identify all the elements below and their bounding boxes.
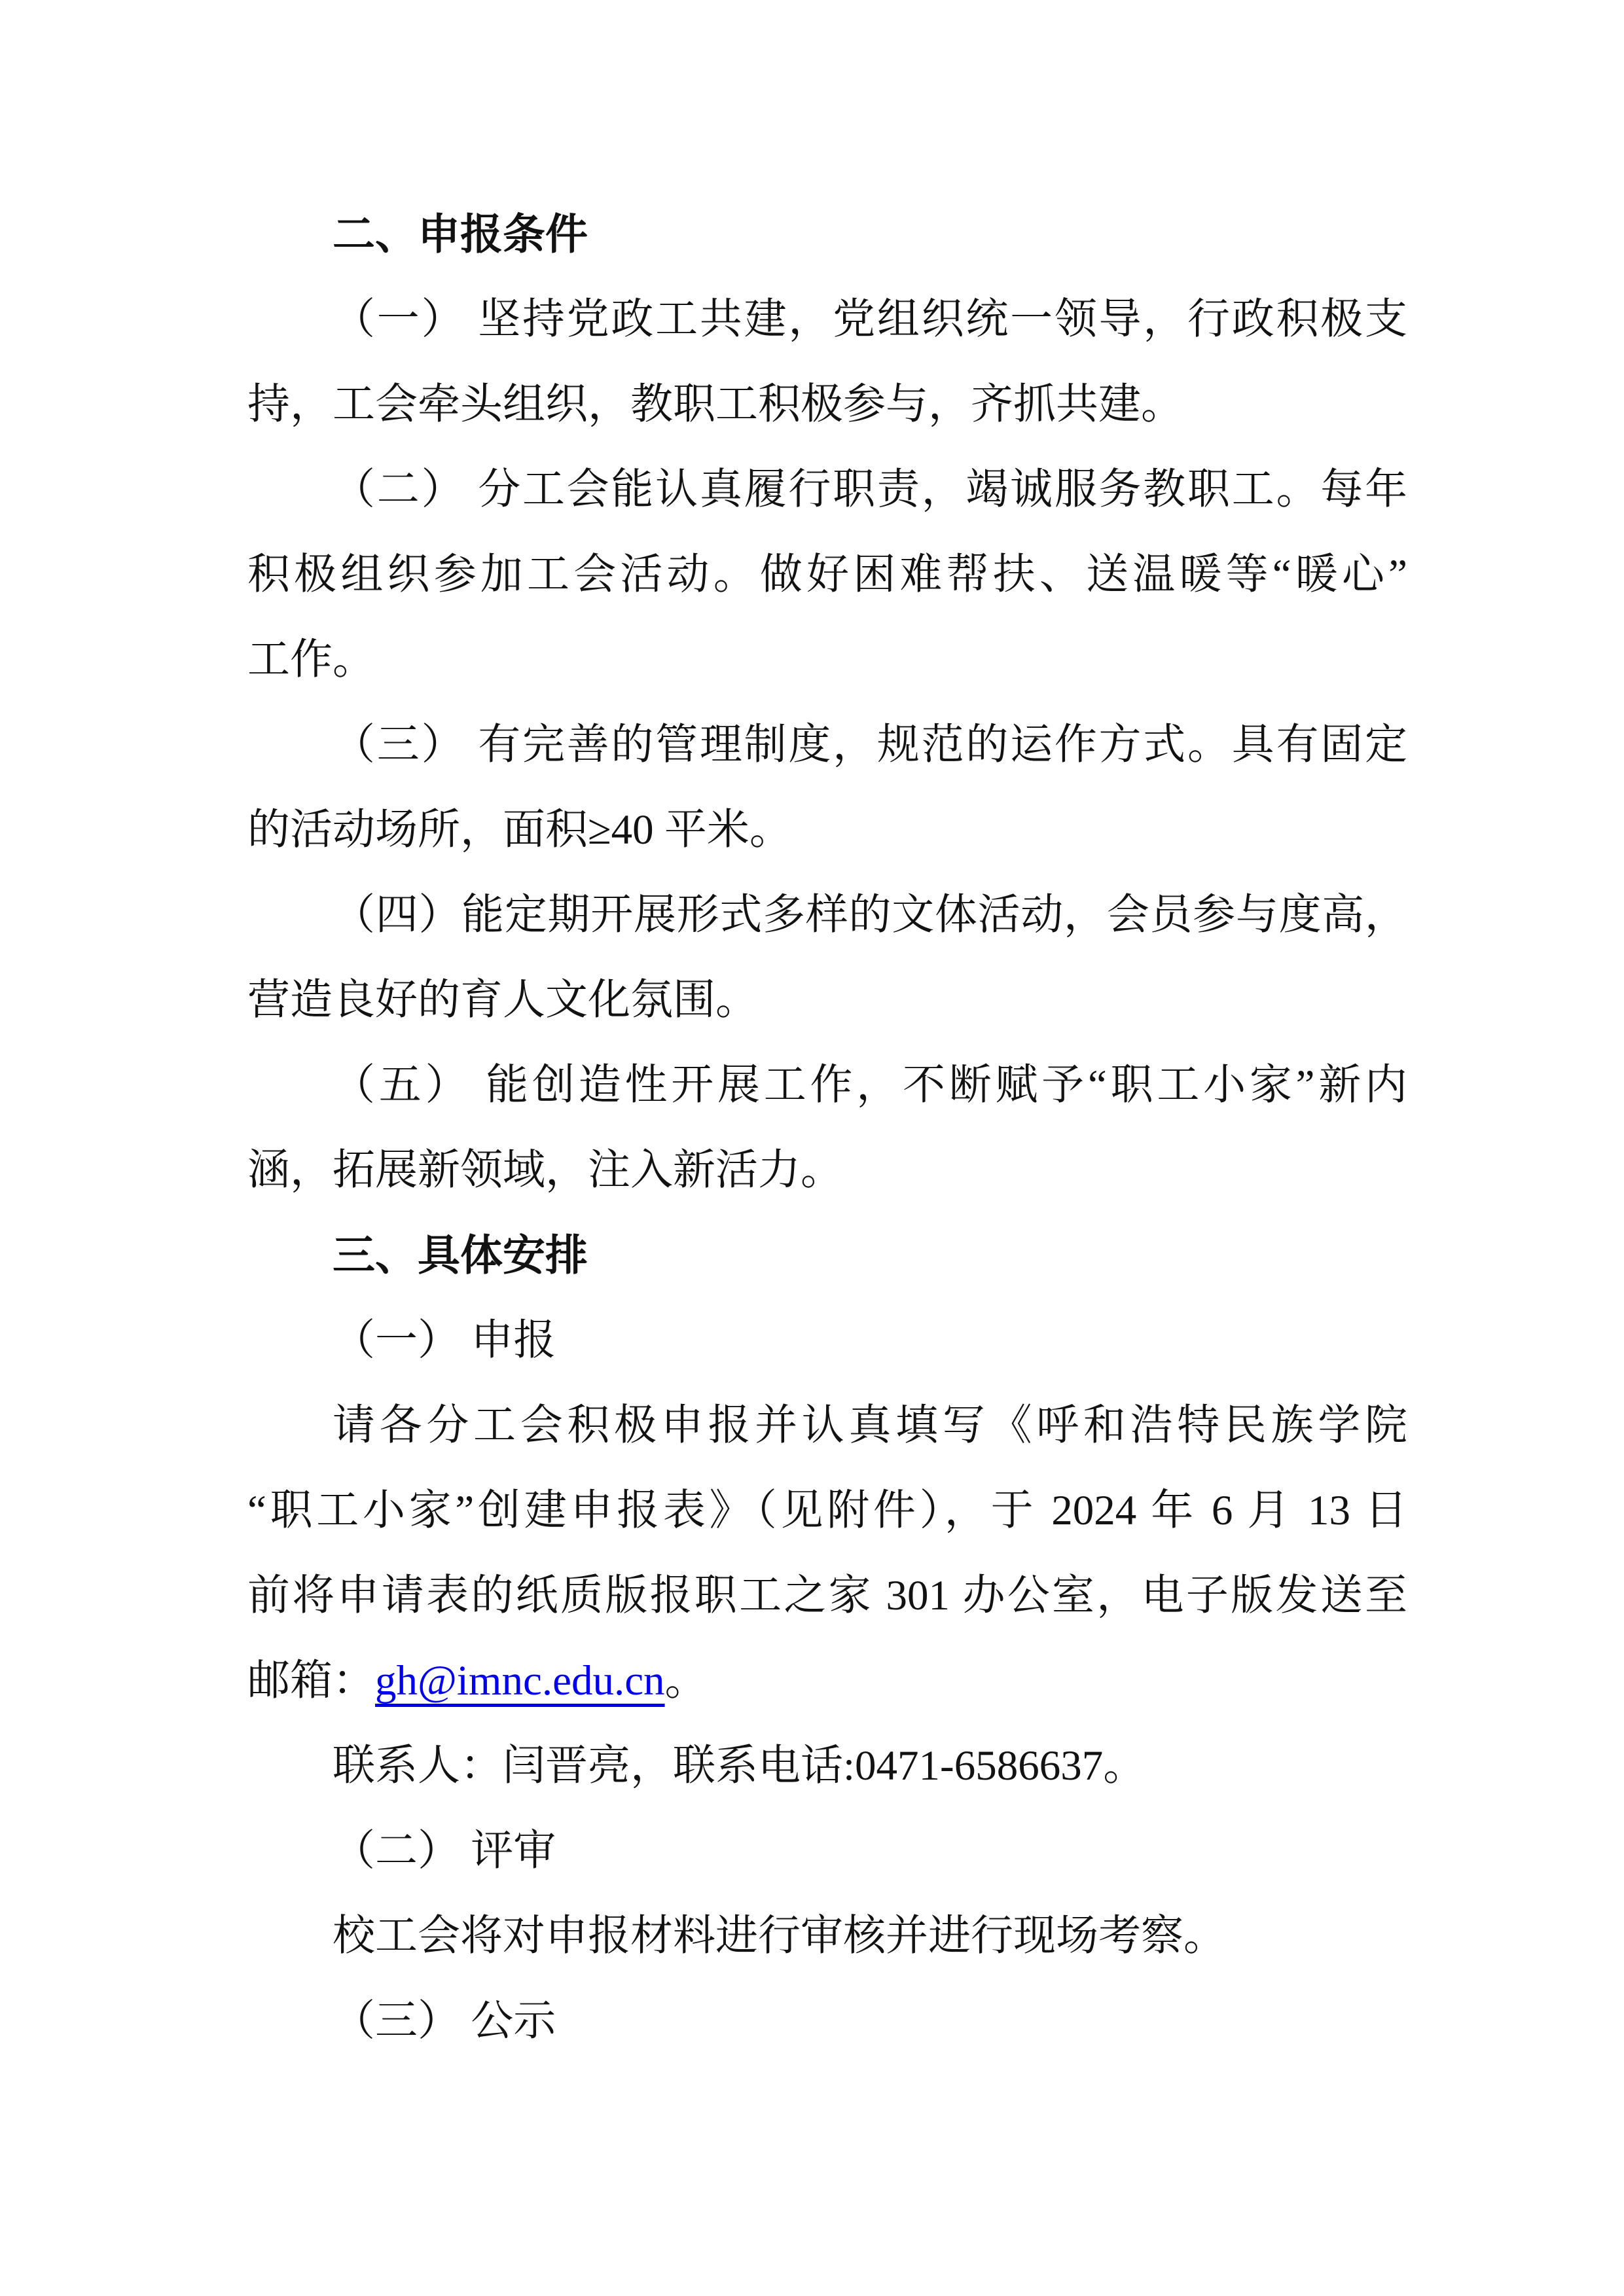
doc-line: 前将申请表的纸质版报职工之家 301 办公室，电子版发送至 (247, 1572, 1407, 1619)
doc-text: 邮箱： (247, 1657, 376, 1704)
doc-line: 涵，拓展新领域，注入新活力。 (247, 1147, 844, 1194)
doc-line: （二） 分工会能认真履行职责，竭诚服务教职工。每年 (333, 466, 1407, 513)
email-link[interactable]: gh@imnc.edu.cn (375, 1657, 665, 1704)
doc-text: 。 (664, 1657, 708, 1704)
document-body (247, 192, 1407, 2064)
doc-line: 的活动场所，面积≥40 平米。 (247, 806, 792, 853)
doc-line: 持，工会牵头组织，教职工积极参与，齐抓共建。 (247, 381, 1184, 428)
doc-line: （三） 有完善的管理制度，规范的运作方式。具有固定 (333, 721, 1407, 768)
doc-line: “职工小家”创建申报表》（见附件），于 2024 年 6 月 13 日 (247, 1487, 1407, 1534)
doc-line: 校工会将对申报材料进行审核并进行现场考察。 (333, 1912, 1227, 1960)
doc-line: （五） 能创造性开展工作，不断赋予“职工小家”新内 (333, 1062, 1407, 1109)
doc-line: 联系人：闫晋亮，联系电话:0471-6586637。 (333, 1742, 1146, 1789)
doc-line: 请各分工会积极申报并认真填写《呼和浩特民族学院 (333, 1402, 1407, 1449)
doc-line: 工作。 (247, 636, 376, 683)
doc-line: 营造良好的育人文化氛围。 (247, 977, 759, 1024)
doc-line: 积极组织参加工会活动。做好困难帮扶、送温暖等“暖心” (247, 551, 1407, 598)
section-heading: 二、申报条件 (333, 210, 588, 258)
doc-line: （四）能定期开展形式多样的文体活动，会员参与度高， (333, 891, 1407, 939)
section-heading: 三、具体安排 (333, 1231, 588, 1279)
doc-line: （一） 申报 (333, 1317, 556, 1364)
doc-line (247, 1638, 1407, 1723)
doc-line: （三） 公示 (333, 1998, 556, 2045)
doc-line: （一） 坚持党政工共建，党组织统一领导，行政积极支 (333, 296, 1407, 343)
doc-line: （二） 评审 (333, 1827, 556, 1874)
